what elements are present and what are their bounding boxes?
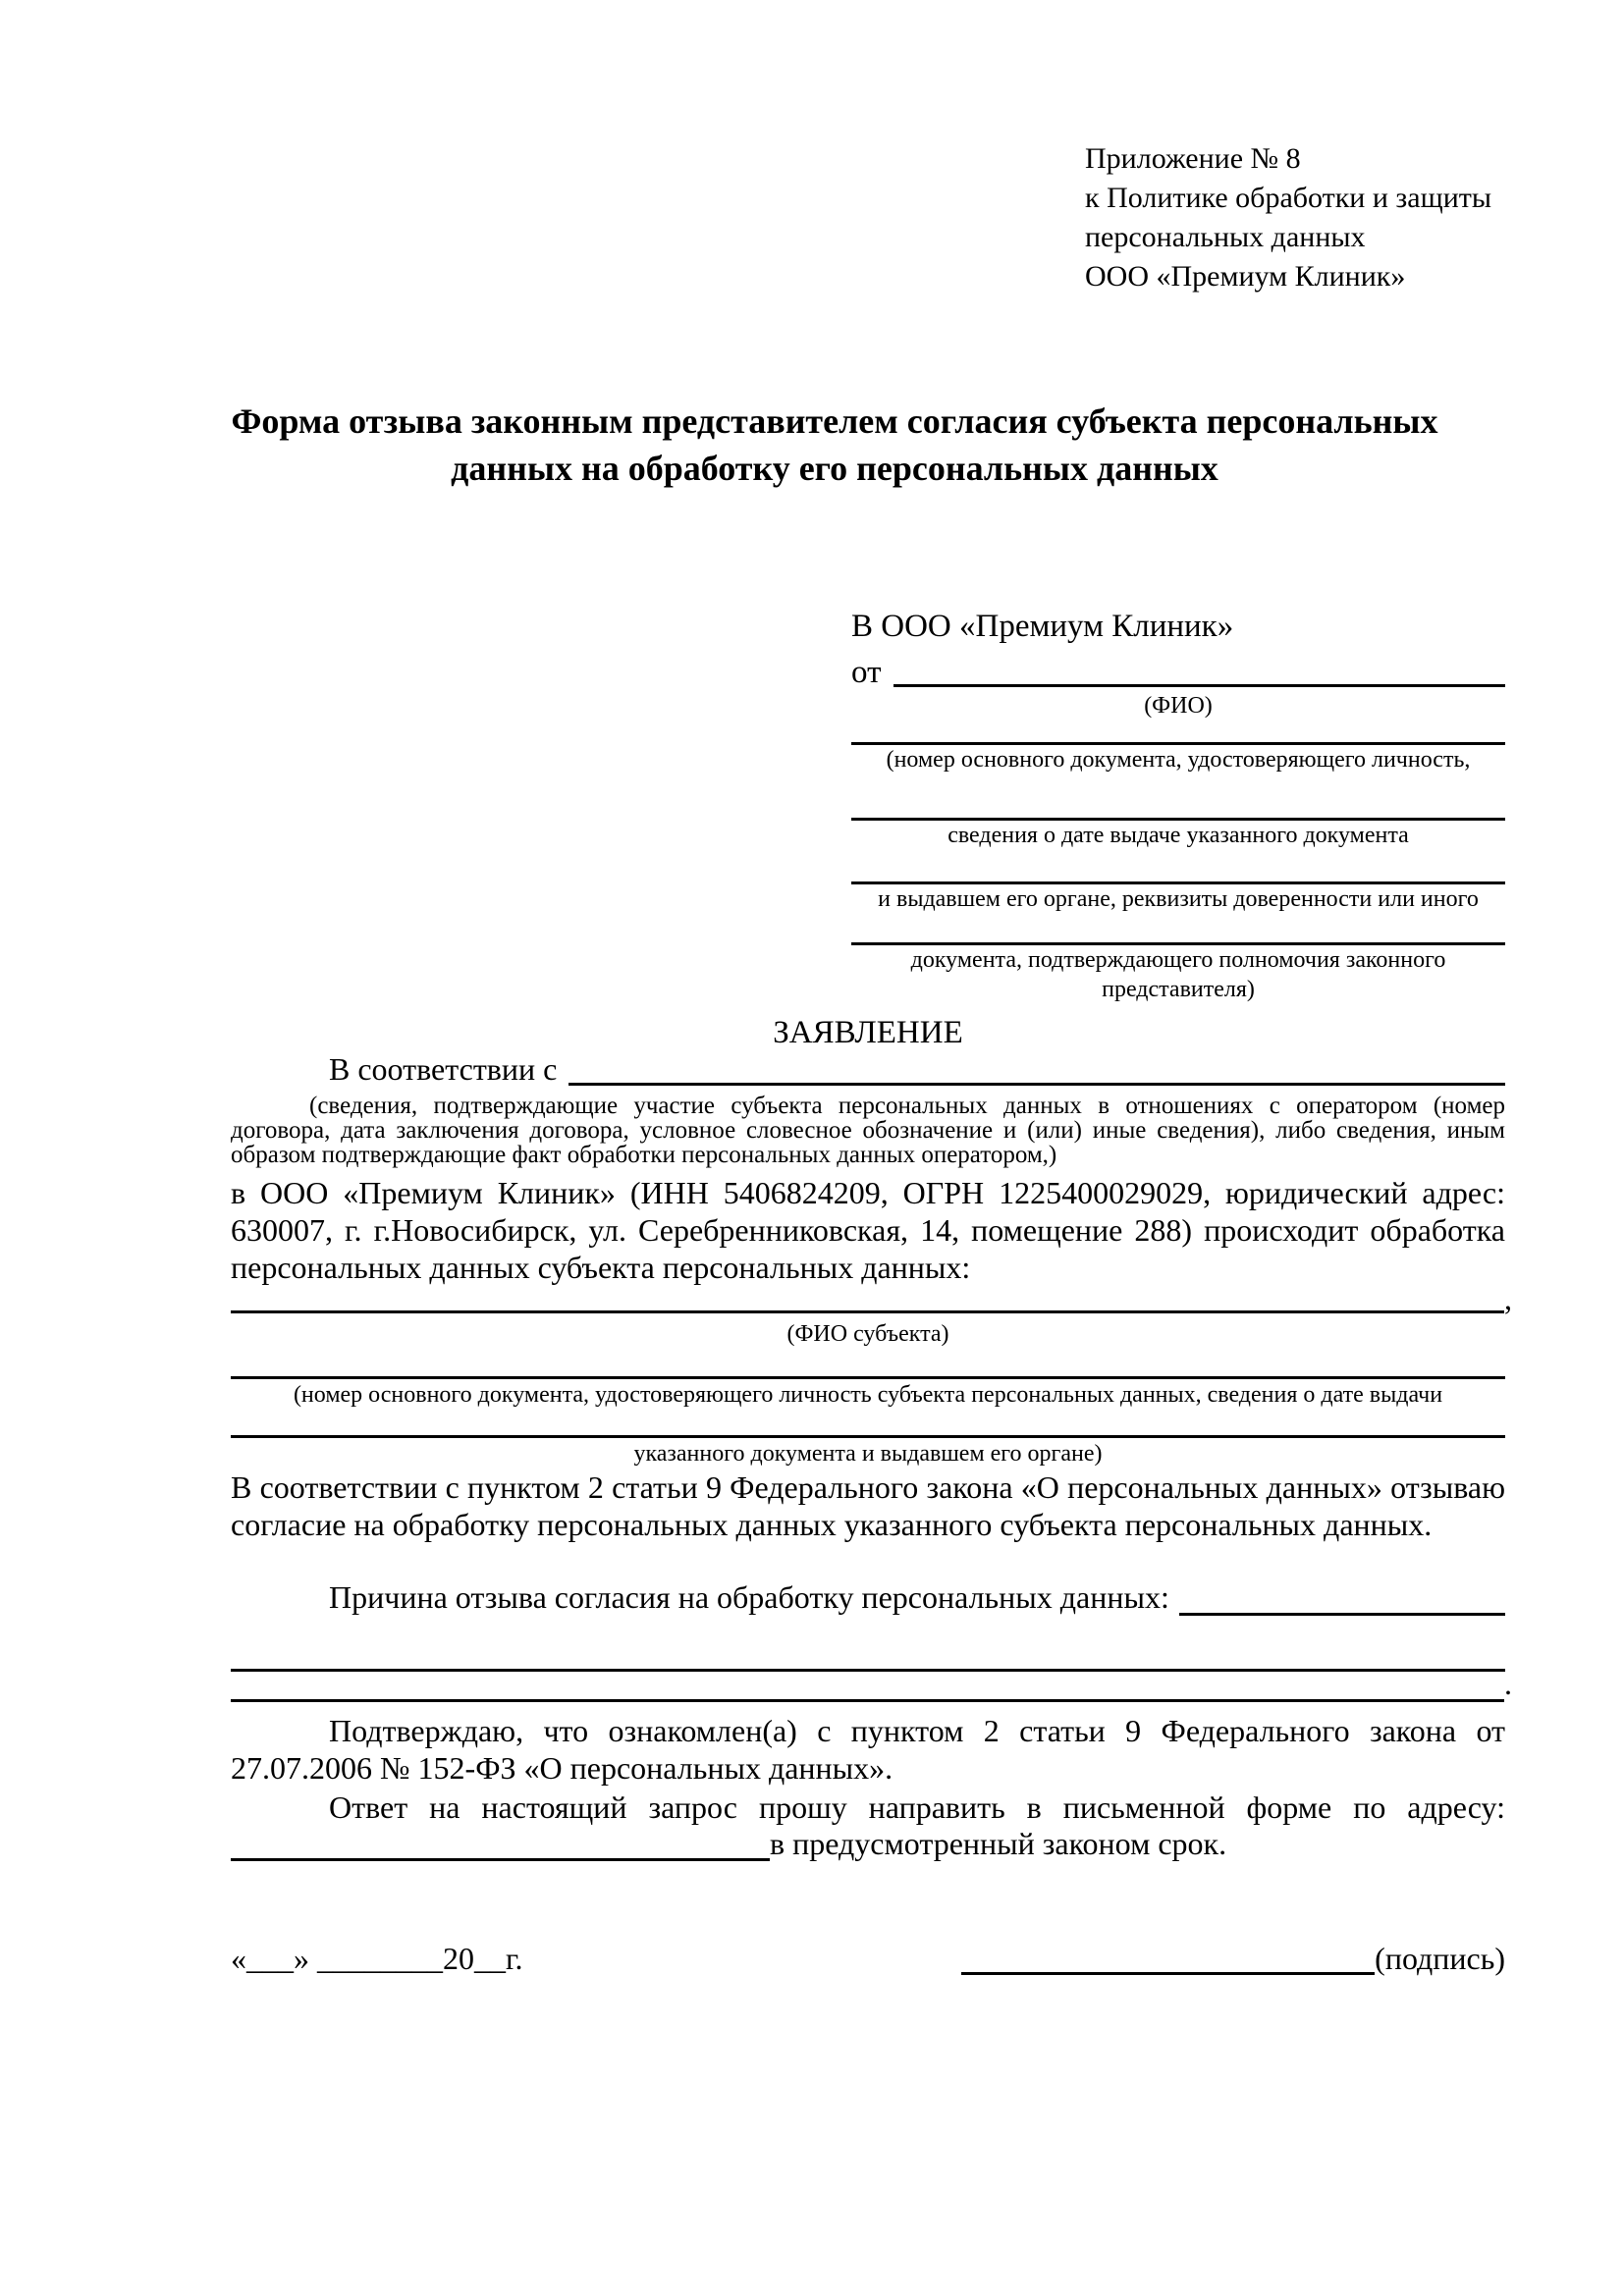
signature-caption: (подпись) [1375, 1941, 1505, 1976]
representative-doc-blank-line-4 [851, 914, 1505, 945]
addressee-from-row [851, 654, 1505, 690]
subject-fio-caption: (ФИО субъекта) [786, 1321, 949, 1347]
addressee-to: В ООО «Премиум Клиник» [851, 609, 1234, 644]
from-blank-line [893, 684, 1506, 687]
addressee-block [851, 605, 1505, 1004]
subject-fio-blank-line [231, 1310, 1504, 1313]
representative-doc-caption-4: документа, подтверждающего полномочия законного представителя) [910, 947, 1446, 1002]
reason-trailing-period: . [1504, 1666, 1512, 1701]
reason-blank-line [1179, 1613, 1505, 1616]
reason-label: Причина отзыва согласия на обработку персональных данных: [329, 1579, 1169, 1615]
reason-row [231, 1578, 1505, 1616]
date-line: «___» ________20__г. [231, 1941, 523, 1976]
reply-address-blank-line [231, 1858, 770, 1861]
signature-group [961, 1942, 1505, 1975]
fio-caption: (ФИО) [1144, 693, 1213, 719]
reply-prefix-line: Ответ на настоящий запрос прошу направить в письменной форме по адресу: [329, 1789, 1505, 1825]
subject-fio-row [231, 1276, 1512, 1316]
appendix-note-line-2: к Политике обработки и защиты [1085, 182, 1492, 214]
reason-blank-full-row-2 [231, 1667, 1512, 1702]
subject-doc-caption-2: указанного документа и выдавшем его органе) [633, 1441, 1103, 1467]
representative-doc-blank-line-3 [851, 850, 1505, 884]
subject-doc-blank-line-1 [231, 1347, 1505, 1379]
representative-doc-caption-1: (номер основного документа, удостоверяющего личность, [886, 747, 1471, 773]
form-title: Форма отзыва законным представителем согласия субъекта персональных данных на обработку его персональных данных [231, 401, 1438, 488]
subject-doc-blank-line-2 [231, 1408, 1505, 1438]
intro-blank-line [568, 1083, 1505, 1086]
withdraw-paragraph: В соответствии с пунктом 2 статьи 9 Федерального закона «О персональных данных» отзываю согласие на обработку персональных данных указанного субъекта персональных данных. [231, 1469, 1505, 1542]
representative-doc-blank-line-2 [851, 774, 1505, 821]
appendix-note-line-1: Приложение № 8 [1085, 142, 1301, 175]
statement-heading: ЗАЯВЛЕНИЕ [773, 1015, 963, 1050]
subject-doc-caption-1: (номер основного документа, удостоверяющего личность субъекта персональных данных, сведения о дате выдачи [293, 1382, 1443, 1408]
representative-doc-blank-line-1 [851, 721, 1505, 745]
representative-doc-caption-2: сведения о дате выдаче указанного документа [947, 823, 1409, 848]
confirm-paragraph: Подтверждаю, что ознакомлен(а) с пунктом 2 статьи 9 Федерального закона от 27.07.2006 № 152-ФЗ «О персональных данных». [231, 1713, 1505, 1786]
intro-prefix: В соответствии с [329, 1051, 558, 1087]
subject-fio-comma: , [1504, 1281, 1512, 1316]
reason-blank-full-line-1 [231, 1631, 1505, 1672]
signature-blank-line [961, 1943, 1375, 1975]
reply-suffix: в предусмотренный законом срок. [770, 1826, 1227, 1861]
intro-fine-print: (сведения, подтверждающие участие субъекта персональных данных в отношениях с оператором (номер договора, дата заключения договора, условное словесное обозначение и (или) иные сведения), либо сведения, иным образом подтверждающие факт обработки персональных данных оператором,) [231, 1093, 1505, 1168]
appendix-note-line-4: ООО «Премиум Клиник» [1085, 260, 1406, 293]
appendix-note [1085, 139, 1491, 296]
operator-paragraph: в ООО «Премиум Клиник» (ИНН 5406824209, ОГРН 1225400029029, юридический адрес: 630007, г. г.Новосибирск, ул. Серебренниковская, 14, помещение 288) происходит обработка персональных данных субъекта персональных данных: [231, 1175, 1505, 1285]
reason-blank-full-line-2 [231, 1699, 1504, 1702]
representative-doc-caption-3: и выдавшем его органе, реквизиты доверенности или иного [878, 886, 1479, 912]
reply-address-row [231, 1826, 1505, 1861]
from-label: от [851, 655, 882, 690]
appendix-note-line-3: персональных данных [1085, 221, 1366, 253]
intro-row [231, 1052, 1505, 1086]
footer-row [231, 1942, 1505, 1975]
